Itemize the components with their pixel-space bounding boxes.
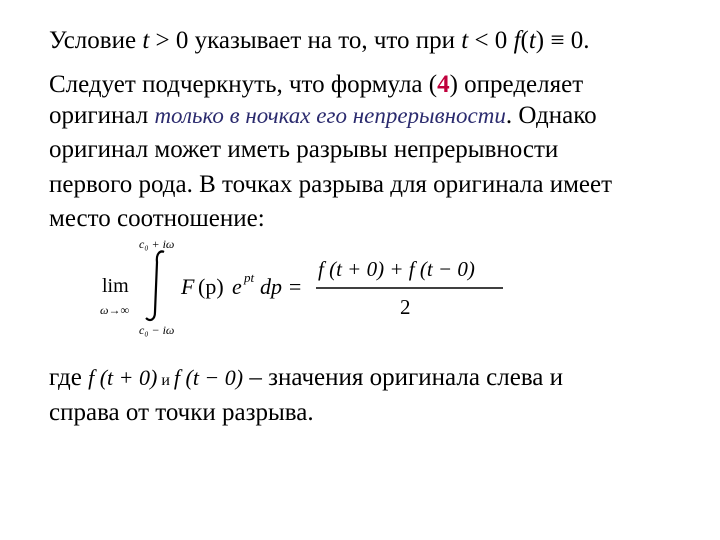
var-t: t bbox=[142, 27, 150, 54]
lim-subscript: ω→∞ bbox=[100, 303, 130, 317]
line3-start: оригинал bbox=[49, 102, 155, 129]
line2-start: Следует подчеркнуть, что формула ( bbox=[49, 71, 438, 98]
line2-end: ) определяет bbox=[449, 71, 584, 98]
text-line-7 bbox=[49, 363, 563, 396]
line6-text: место соотношение: bbox=[49, 205, 265, 232]
right-limit-expr: f (t − 0) bbox=[173, 365, 244, 390]
line1-lt: < 0 bbox=[468, 27, 514, 54]
var-t: t bbox=[528, 27, 536, 54]
line7-end: – значения оригинала слева и bbox=[243, 364, 564, 391]
paren-close: ) bbox=[535, 27, 545, 54]
emphasis-text: только в ночках его непрерывности bbox=[154, 103, 506, 128]
line1-mid: > 0 указывает на то, что при bbox=[149, 27, 462, 54]
fraction-denominator: 2 bbox=[400, 295, 411, 319]
line8-text: справа от точки разрыва. bbox=[49, 399, 314, 426]
formula-ref: 4 bbox=[437, 71, 450, 98]
line7-start: где bbox=[49, 364, 89, 391]
integrand-dp: dp = bbox=[260, 274, 303, 299]
integral-upper: c₀ + iω bbox=[139, 237, 175, 251]
integral-sign bbox=[146, 251, 164, 320]
integrand-e: e bbox=[232, 274, 242, 299]
line1-start: Условие bbox=[49, 27, 143, 54]
text-line-8 bbox=[49, 398, 314, 428]
line1-end: ≡ 0. bbox=[544, 27, 590, 54]
conjunction: и bbox=[157, 372, 174, 389]
line4-text: оригинал может иметь разрывы непрерывности bbox=[49, 136, 559, 163]
integrand-p: (p) bbox=[198, 274, 224, 299]
left-limit-expr: f (t + 0) bbox=[88, 365, 158, 390]
fraction-numerator: f (t + 0) + f (t − 0) bbox=[318, 257, 475, 281]
line5-text: первого рода. В точках разрыва для оригинала имеет bbox=[49, 171, 613, 198]
func-f: f bbox=[513, 27, 521, 54]
var-t: t bbox=[461, 27, 469, 54]
line3-end: . Однако bbox=[505, 102, 597, 129]
lim-label: lim bbox=[102, 275, 129, 297]
integrand-exponent: pt bbox=[244, 270, 255, 285]
integrand-F: F bbox=[181, 274, 195, 299]
paren-open: ( bbox=[520, 27, 529, 54]
integral-lower: c₀ − iω bbox=[139, 323, 175, 337]
